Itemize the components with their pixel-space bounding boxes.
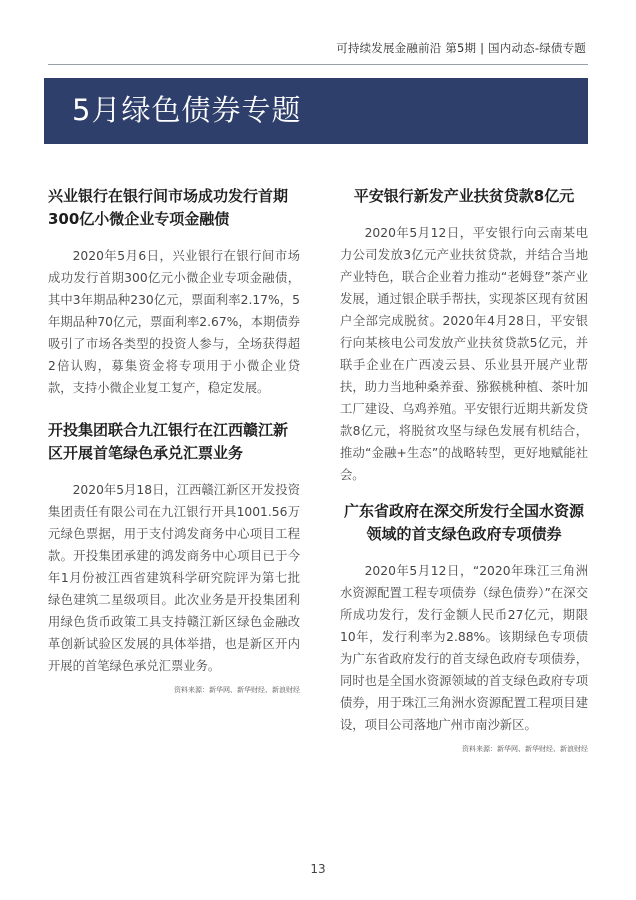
header-text: 可持续发展金融前沿 第5期 | 国内动态-绿债专题: [336, 41, 586, 55]
source-note: 资料来源：新华网、新华财经、新浪财经: [462, 745, 588, 753]
article-pingan: [340, 185, 588, 486]
article-kaitou: [48, 419, 300, 695]
article-title: 平安银行新发产业扶贫贷款8亿元: [353, 187, 575, 205]
article-title: 广东省政府在深交所发行全国水资源领域的首支绿色政府专项债券: [343, 502, 584, 543]
left-column: [48, 185, 300, 709]
article-title: 兴业银行在银行间市场成功发行首期300亿小微企业专项金融债: [48, 187, 289, 228]
banner-title: 5月绿色债券专题: [72, 93, 302, 127]
article-title: 开投集团联合九江银行在江西赣江新区开展首笔绿色承兑汇票业务: [48, 421, 289, 462]
article-body: 2020年5月18日，江西赣江新区开发投资集团责任有限公司在九江银行开具1001.56万元绿色票据，用于支付鸿发商务中心项目工程款。开投集团承建的鸿发商务中心项目已于今年1月份被江西省建筑科学研究院评为第七批绿色建筑二星级项目。此次业务是开投集团利用绿色货币政策工具支持赣江新区绿色金融改革创新试验区发展的具体举措，也是新区开内开展的首笔绿色承兑汇票业务。: [48, 483, 300, 673]
header-divider: [48, 64, 588, 65]
article-body: 2020年5月12日，“2020年珠江三角洲水资源配置工程专项债券（绿色债券）”在深交所成功发行，发行金额人民币27亿元，期限10年，发行利率为2.88%。该期绿色专项债为广东省政府发行的首支绿色政府专项债券，同时也是全国水资源领域的首支绿色政府专项债券，用于珠江三角洲水资源配置工程项目建设，项目公司落地广州市南沙新区。: [340, 564, 588, 732]
section-banner: [44, 78, 588, 144]
right-column: [340, 185, 588, 768]
article-body: 2020年5月6日，兴业银行在银行间市场成功发行首期300亿元小微企业专项金融债，其中3年期品种230亿元，票面利率2.17%，5年期品种70亿元，票面利率2.67%，本期债券吸引了市场各类型的投资人参与，全场获得超2倍认购，募集资金将专项用于小微企业贷款，支持小微企业复工复产，稳定发展。: [48, 249, 300, 395]
source-note: 资料来源：新华网、新华财经、新浪财经: [174, 686, 300, 694]
page-number: 13: [310, 862, 326, 876]
article-xingye: [48, 185, 300, 399]
article-body: 2020年5月12日，平安银行向云南某电力公司发放3亿元产业扶贫贷款，并结合当地产业特色，联合企业着力推动“老姆登”茶产业发展，通过银企联手帮扶，实现茶区现有贫困户全部完成脱贫。2020年4月28日，平安银行向某核电公司发放产业扶贫贷款5亿元，并联手企业在广西凌云县、乐业县开展产业帮扶，助力当地种桑养蚕、猕猴桃种植、茶叶加工厂建设、乌鸡养殖。平安银行近期共新发贷款8亿元，将脱贫攻坚与绿色发展有机结合，推动“金融+生态”的战略转型，更好地赋能社会。: [340, 226, 588, 482]
article-guangdong: [340, 500, 588, 754]
